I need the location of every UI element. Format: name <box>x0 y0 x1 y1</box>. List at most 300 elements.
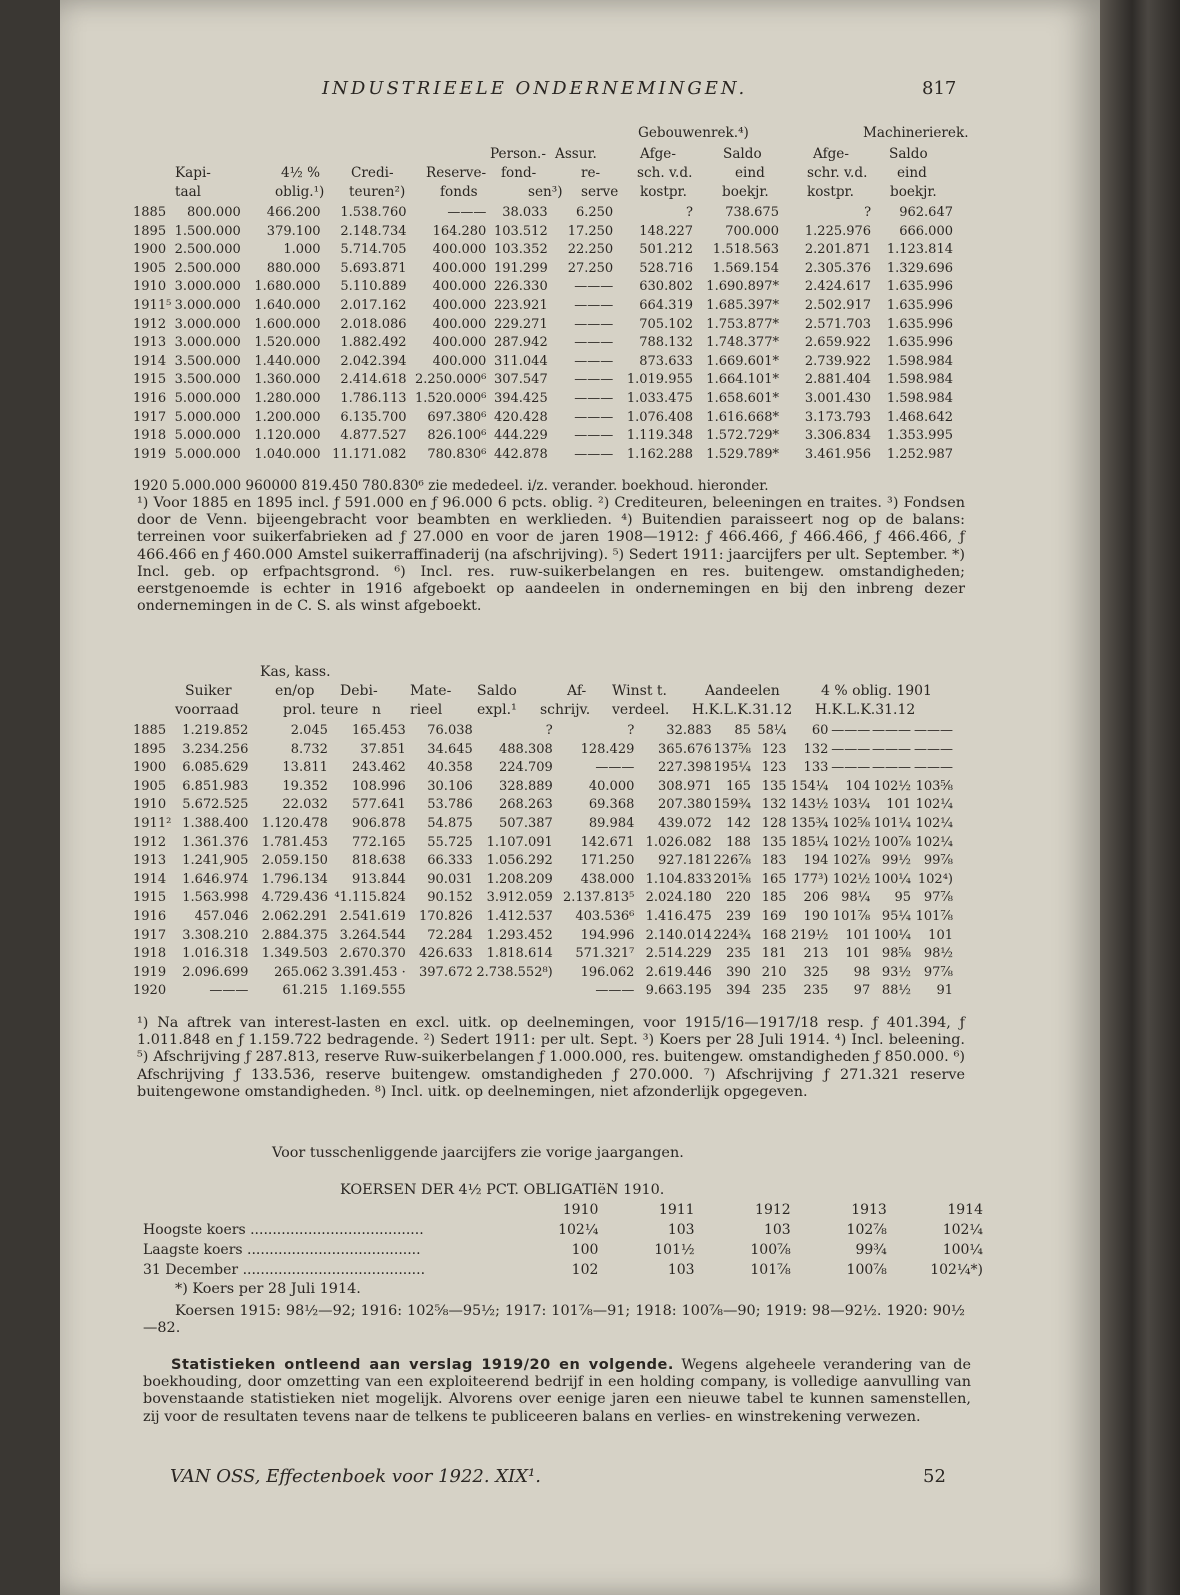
table2-cell: 97 <box>853 983 871 999</box>
table1-cell: 1912 <box>133 316 167 332</box>
table2-cell: 95 <box>894 890 912 906</box>
header-suiker: Suiker <box>185 683 232 699</box>
header-voorraad: voorraad <box>175 702 239 718</box>
table2-row <box>133 852 953 871</box>
table1-row <box>133 278 953 297</box>
table2-cell: 1.219.852 <box>182 723 249 738</box>
table2-cell: 170.826 <box>419 908 473 924</box>
header-reserve: Reserve- <box>426 165 487 181</box>
table2-cell: 132 <box>803 741 829 757</box>
table2-row <box>133 741 953 760</box>
table1-cell: 442.878 <box>493 446 548 462</box>
koersen-value: 103 <box>667 1262 695 1278</box>
table1-cell: 1.640.000 <box>254 297 321 313</box>
table2-cell: 268.263 <box>499 797 553 813</box>
table1-row <box>133 260 953 279</box>
table2-cell: 135¾ <box>790 815 829 831</box>
table2-cell: 181 <box>761 946 787 962</box>
table1-row <box>133 427 953 446</box>
table1-cell: 103.352 <box>493 242 548 258</box>
header-aandeelen: Aandeelen <box>705 683 780 699</box>
table2-cell: 6.851.983 <box>182 778 249 794</box>
table1-cell: 1.019.955 <box>626 372 694 388</box>
table1-cell: 1.569.154 <box>712 260 779 276</box>
table2-cell: 2.096.699 <box>182 964 249 980</box>
table1-cell: 4.877.527 <box>340 428 407 444</box>
header-boekjr: boekjr. <box>722 184 769 200</box>
table1-row-1920: 1920 5.000.000 960000 819.450 780.830⁶ zie mededeel. i/z. verander. boekhoud. hieronder. <box>133 478 769 494</box>
table2-cell: 194 <box>803 853 829 869</box>
table2-cell: 100¼ <box>873 871 912 887</box>
table2-cell: 224.709 <box>499 760 553 776</box>
table1-cell: 1.690.897* <box>706 279 779 295</box>
header-credi: Credi- <box>351 165 394 181</box>
table2-cell: 1.104.833 <box>645 871 712 887</box>
table1-cell: 5.000.000 <box>174 446 241 462</box>
table1-cell: 5.000.000 <box>174 428 241 444</box>
table1-cell: 1905 <box>133 260 167 276</box>
table2-cell: 101 <box>845 927 871 943</box>
table2-cell: 1916 <box>133 908 167 924</box>
table1-cell: 400.000 <box>432 242 487 258</box>
table2-cell: 927.181 <box>658 853 712 869</box>
table1-cell: 6.250 <box>575 205 614 220</box>
table2-cell: 183 <box>761 853 787 869</box>
table2-cell: 101 <box>845 946 871 962</box>
table1-cell: 3.173.793 <box>804 409 872 425</box>
table2-cell: 142 <box>726 815 751 831</box>
koersen-value: 102¼ <box>558 1222 599 1238</box>
table2-cell: ——— <box>831 741 871 757</box>
table1-cell: 1.529.789* <box>706 446 779 462</box>
table2-cell: 185¼ <box>790 834 829 850</box>
table2-cell: 1.818.614 <box>486 946 553 962</box>
table1-cell: ——— <box>447 205 487 220</box>
header-saldo: Saldo <box>723 146 762 162</box>
table2-cell: 577.641 <box>352 797 406 813</box>
table2-cell: 226⅞ <box>713 853 751 869</box>
table2-cell <box>406 982 473 1001</box>
table1-cell: ? <box>864 205 872 220</box>
table2-cell: ——— <box>872 760 912 776</box>
table1-cell: 2.201.871 <box>804 242 872 258</box>
table2-cell: ——— <box>831 723 871 738</box>
header-schrijv: schrijv. <box>540 702 591 718</box>
statistics-text: Wegens algeheele verandering van de boekhouding, door omzetting van een exploiteerend bedrijf in een holding company, is volledige aanvulling van bovenstaande statistieken niet mogelijk. Alvorens over eenige jaren een nieuwe tabel te kunnen samenstellen, zij voor de resultaten tevens naar de telkens te publiceeren balans en verlies- en winstrekening verwezen. <box>143 1357 971 1425</box>
table2-cell: 100⅞ <box>873 834 912 850</box>
table2-cell: 165 <box>726 778 751 794</box>
table2-cell: 507.387 <box>499 815 553 831</box>
table2-row <box>133 722 953 741</box>
koersen-row <box>143 1260 983 1280</box>
table2-cell: 265.062 <box>274 964 328 980</box>
table1-cell: 400.000 <box>432 316 487 332</box>
table1-cell: ——— <box>574 297 614 313</box>
table1-cell: 1.329.696 <box>886 260 953 276</box>
header-eind2: eind <box>897 165 927 181</box>
table2-cell: 1915 <box>133 890 167 906</box>
table2-cell: 1914 <box>133 871 167 887</box>
table2-row <box>133 796 953 815</box>
table1-cell: 400.000 <box>432 279 487 295</box>
table2-cell: 207.380 <box>658 797 712 813</box>
table2-cell: 5.672.525 <box>182 797 249 813</box>
table2-cell: 101⅞ <box>915 908 953 924</box>
table2-cell: 2.670.370 <box>339 946 406 962</box>
table2-cell: 30.106 <box>427 778 473 794</box>
table2-cell: 1.388.400 <box>182 815 249 831</box>
table2-cell: 913.844 <box>352 871 406 887</box>
koersen-label: 31 December ......................................... <box>143 1262 426 1278</box>
table2-cell: ——— <box>209 983 249 999</box>
table1-cell: 1.040.000 <box>254 446 321 462</box>
header-gebouwenrek: Gebouwenrek.⁴) <box>638 125 749 141</box>
table1-cell: 630.802 <box>639 279 694 295</box>
table1-cell: 1913 <box>133 335 167 351</box>
table2-cell: 123 <box>761 741 787 757</box>
header-fonds: fonds <box>440 184 478 200</box>
koersen-label: Laagste koers ....................................... <box>143 1242 421 1258</box>
koersen-value: 100 <box>571 1242 599 1258</box>
table1-cell: 2.739.922 <box>804 353 872 369</box>
table1-cell: 379.100 <box>266 223 321 239</box>
table1-cell: 191.299 <box>493 260 548 276</box>
table2-cell: 90.152 <box>427 890 473 906</box>
table1-cell: 1.119.348 <box>626 428 694 444</box>
table2-cell: 438.000 <box>580 871 635 887</box>
table1-cell: 2.414.618 <box>340 372 407 388</box>
table2-cell <box>473 982 553 1001</box>
header-eind: eind <box>735 165 765 181</box>
table1-cell: 1.033.475 <box>626 390 694 406</box>
table2-cell: 1.026.082 <box>645 834 712 850</box>
table2-cell: 135 <box>761 834 787 850</box>
table1-row <box>133 334 953 353</box>
table2-cell: 72.284 <box>427 927 473 943</box>
table2-cell: 100¼ <box>873 927 912 943</box>
table2-cell: ——— <box>914 741 953 757</box>
table2-cell: 85 <box>734 723 751 738</box>
table1-cell: 1.753.877* <box>706 316 779 332</box>
table1-cell: 705.102 <box>639 316 694 332</box>
table1-cell: ——— <box>574 428 614 444</box>
koersen-footnote: *) Koers per 28 Juli 1914. <box>175 1281 361 1297</box>
table2-cell: 13.811 <box>282 760 328 776</box>
table2-cell: 103¼ <box>832 797 871 813</box>
table2-cell: 1.646.974 <box>182 871 249 887</box>
table1-cell: 5.714.705 <box>340 242 407 258</box>
table2-cell: ——— <box>914 723 953 738</box>
header-oblig1901: 4 % oblig. 1901 <box>821 683 932 699</box>
table2-cell: 1.107.091 <box>486 834 553 850</box>
table2-cell: 227.398 <box>658 760 712 776</box>
table2-cell: 102¼ <box>915 815 953 831</box>
table2-cell: 2.884.375 <box>261 927 328 943</box>
table1-cell: 1.635.996 <box>886 279 953 295</box>
table2-cell: 1.241,905 <box>182 853 249 869</box>
table2-cell: 1.796.134 <box>261 871 328 887</box>
table2-cell: 3.234.256 <box>182 741 249 757</box>
table2-row <box>133 982 953 1001</box>
table1-cell: 2.571.703 <box>804 316 872 332</box>
table1-cell: 22.250 <box>567 242 614 258</box>
table2-cell: 22.032 <box>282 797 328 813</box>
table1-cell: 1.685.397* <box>706 297 779 313</box>
table2-cell: 220 <box>726 890 751 906</box>
table2-row <box>133 945 953 964</box>
koersen-value: 103 <box>667 1222 695 1238</box>
table1-cell: 2.148.734 <box>340 223 407 239</box>
table2-cell: 188 <box>726 834 751 850</box>
koersen-value: 102 <box>571 1262 599 1278</box>
table2-cell: 190 <box>803 908 829 924</box>
table2-cell: 133 <box>803 760 829 776</box>
table2-cell: 394 <box>726 983 751 999</box>
table2-cell: 40.358 <box>427 760 473 776</box>
table1-row <box>133 241 953 260</box>
table1-cell: 287.942 <box>493 335 548 351</box>
table1-cell: 11.171.082 <box>332 446 407 462</box>
table2-cell: ——— <box>831 760 871 776</box>
table1-cell: 3.500.000 <box>174 353 241 369</box>
header-expl: expl.¹ <box>477 702 517 718</box>
table1-cell: 1.748.377* <box>706 335 779 351</box>
table1-footnotes: ¹) Voor 1885 en 1895 incl. ƒ 591.000 en ƒ 96.000 6 pcts. oblig. ²) Crediteuren, beleeningen en traites. ³) Fondsen door de Venn. bijeengebracht voor beambten en werklieden. ⁴) Buitendien paraisseert nog op de balans: terreinen voor suikerfabrieken ad ƒ 27.000 en voor de jaren 1908—1912: ƒ 466.466, ƒ 466.466, ƒ 466.466, ƒ 466.466 en ƒ 460.000 Amstel suikerraffinaderij (na afschrijving). ⁵) Sedert 1911: jaarcijfers per ult. September. *) Incl. geb. op erfpachtsgrond. ⁶) Incl. res. ruw-suikerbelangen en res. buitengew. omstandigheden; eerstgenoemde is echter in 1916 afgeboekt op aandeelen in ondernemingen en bij den inbreng dezer ondernemingen in de C. S. als winst afgeboekt. <box>137 495 965 615</box>
table1-cell: 664.319 <box>639 297 694 313</box>
table1-cell: 2.042.394 <box>340 353 407 369</box>
table2-cell: 390 <box>726 964 751 980</box>
header-rieel: rieel <box>410 702 443 718</box>
table1-cell: 1915 <box>133 372 167 388</box>
table1-cell: 2.659.922 <box>804 335 872 351</box>
table2-cell: 102½ <box>832 834 871 850</box>
table1-cell: 3.000.000 <box>174 316 241 332</box>
table1-cell: 1.664.101* <box>706 372 779 388</box>
table2 <box>133 722 953 1001</box>
header-debi: Debi- <box>340 683 378 699</box>
koersen-later: Koersen 1915: 98½—92; 1916: 102⅝—95½; 1917: 101⅞—91; 1918: 100⅞—90; 1919: 98—92½. 1920: 90½—82. <box>143 1303 965 1337</box>
table1-cell: 5.110.889 <box>340 279 407 295</box>
table2-cell: 154¼ <box>790 778 829 794</box>
table2-cell: ——— <box>595 983 635 999</box>
header-verdeel: verdeel. <box>612 702 670 718</box>
koersen-year: 1913 <box>851 1202 887 1218</box>
table1-cell: 5.000.000 <box>174 390 241 406</box>
koersen-value: 102⅞ <box>846 1222 887 1238</box>
koersen-value: 102¼ <box>942 1222 983 1238</box>
header-saldo-expl: Saldo <box>477 683 517 699</box>
table1-cell: 1.076.408 <box>626 409 694 425</box>
table2-cell: 194.996 <box>580 927 635 943</box>
table1-row <box>133 316 953 335</box>
table2-cell: 1912 <box>133 834 167 850</box>
table2-cell: 102⅞ <box>832 853 871 869</box>
table2-cell: 108.996 <box>352 778 406 794</box>
table1 <box>133 204 953 464</box>
table1-cell: 780.830⁶ <box>427 446 487 462</box>
header-serve: serve <box>581 184 619 200</box>
table1-cell: 2.250.000⁶ <box>414 372 487 388</box>
table2-cell: 1.412.537 <box>486 908 553 924</box>
table1-cell: 1919 <box>133 446 167 462</box>
table2-cell: 1895 <box>133 741 167 757</box>
table2-cell: 101 <box>886 797 912 813</box>
table1-cell: 2.502.917 <box>804 297 872 313</box>
table2-cell: 101⅞ <box>832 908 871 924</box>
table2-cell: 165.453 <box>352 723 406 738</box>
header-oblig: 4½ % <box>281 165 321 181</box>
table2-cell: 165 <box>761 871 787 887</box>
table2-cell: 488.308 <box>499 741 553 757</box>
table1-cell: 738.675 <box>725 205 779 220</box>
table2-cell: ——— <box>872 741 912 757</box>
table2-cell: 93½ <box>881 964 912 980</box>
header-sch: sch. v.d. <box>637 165 693 181</box>
table2-cell: 325 <box>803 964 829 980</box>
table1-row <box>133 204 953 223</box>
table2-cell: 195¼ <box>713 760 751 776</box>
table2-cell: ? <box>627 723 635 738</box>
table1-cell: 1.538.760 <box>340 205 407 220</box>
table2-cell: 1913 <box>133 853 167 869</box>
table1-cell: 466.200 <box>266 205 321 220</box>
table2-cell: 104 <box>845 778 871 794</box>
table1-cell: 5.000.000 <box>174 409 241 425</box>
table1-cell: 164.280 <box>432 223 487 239</box>
book-spine-edge <box>1100 0 1180 1595</box>
table2-cell: 123 <box>761 760 787 776</box>
table2-cell: 54.875 <box>427 815 473 831</box>
table2-cell: 2.738.552⁸) <box>476 964 553 980</box>
header-enop: en/op <box>275 683 315 699</box>
table1-cell: 307.547 <box>493 372 548 388</box>
table2-cell: 1885 <box>133 723 167 738</box>
header-fond: fond- <box>501 165 537 181</box>
table1-cell: 1.635.996 <box>886 316 953 332</box>
table2-cell: 58¼ <box>757 723 787 738</box>
table2-cell: 8.732 <box>290 741 328 757</box>
koersen-row <box>143 1240 983 1260</box>
koersen-value: 102¼*) <box>930 1262 983 1278</box>
statistics-paragraph <box>143 1357 971 1426</box>
table2-cell: 235 <box>726 946 751 962</box>
table1-cell: 3.461.956 <box>804 446 872 462</box>
table2-cell: 171.250 <box>580 853 635 869</box>
table2-cell: 102⁴) <box>917 871 953 887</box>
koersen-value: 100¼ <box>942 1242 983 1258</box>
table1-cell: 1.635.996 <box>886 297 953 313</box>
table2-cell: 142.671 <box>580 834 635 850</box>
table1-cell: 400.000 <box>432 353 487 369</box>
table1-cell: 2.500.000 <box>174 242 241 258</box>
table2-cell: 206 <box>803 890 829 906</box>
table1-cell: 420.428 <box>493 409 548 425</box>
table2-row <box>133 815 953 834</box>
table2-cell: 1910 <box>133 797 167 813</box>
table2-cell: 137⅝ <box>713 741 751 757</box>
table2-cell: 1917 <box>133 927 167 943</box>
table2-cell: 159¾ <box>713 797 751 813</box>
table1-cell: 1.225.976 <box>804 223 872 239</box>
header-sen: sen³) <box>528 184 563 200</box>
table2-cell: 1.016.318 <box>182 946 249 962</box>
table1-cell: 1.200.000 <box>254 409 321 425</box>
table2-cell: ——— <box>595 760 635 776</box>
table2-cell: 177³) <box>793 871 829 887</box>
table2-cell: 102¼ <box>915 834 953 850</box>
table2-cell: 3.308.210 <box>182 927 249 943</box>
table1-cell: 400.000 <box>432 335 487 351</box>
table1-cell: ——— <box>574 390 614 406</box>
table2-row <box>133 834 953 853</box>
table2-cell: 185 <box>761 890 787 906</box>
table2-cell: 235 <box>803 983 829 999</box>
table1-row <box>133 371 953 390</box>
table2-cell: 34.645 <box>427 741 473 757</box>
footer-source: VAN OSS, Effectenboek voor 1922. XIX¹. <box>170 1466 541 1487</box>
table1-cell: 229.271 <box>493 316 548 332</box>
table1-cell: 1.500.000 <box>174 223 241 239</box>
table1-cell: 1914 <box>133 353 167 369</box>
table1-cell: 1918 <box>133 428 167 444</box>
table1-cell: 1.669.601* <box>706 353 779 369</box>
table2-cell: 60 <box>811 723 829 738</box>
table1-cell: 3.306.834 <box>804 428 872 444</box>
table1-cell: 1.252.987 <box>886 446 953 462</box>
table2-cell: 6.085.629 <box>182 760 249 776</box>
table1-cell: 1911⁵ <box>133 297 172 313</box>
header-re: re- <box>581 165 601 181</box>
table2-cell: 213 <box>803 946 829 962</box>
table2-cell: 128 <box>761 815 787 831</box>
table1-cell: 528.716 <box>639 260 694 276</box>
header-afge: Afge- <box>640 146 676 162</box>
statistics-lead: Statistieken ontleend aan verslag 1919/20 en volgende. <box>171 1357 674 1373</box>
table1-cell: 1.353.995 <box>886 428 953 444</box>
table2-cell: 196.062 <box>580 964 635 980</box>
table1-row <box>133 297 953 316</box>
table1-cell: 1.162.288 <box>626 446 694 462</box>
table2-cell: 1.293.452 <box>486 927 553 943</box>
table1-cell: 1900 <box>133 242 167 258</box>
table1-cell: 2.018.086 <box>340 316 407 332</box>
table2-cell: 3.264.544 <box>339 927 406 943</box>
table1-cell: 1.616.668* <box>706 409 779 425</box>
table1-cell: 1.120.000 <box>254 428 321 444</box>
table2-cell: 224¾ <box>713 927 751 943</box>
table1-cell: ——— <box>574 279 614 295</box>
table2-cell: 1.781.453 <box>261 834 328 850</box>
table2-cell: 169 <box>761 908 787 924</box>
table1-cell: 3.000.000 <box>174 297 241 313</box>
table2-cell: 132 <box>761 797 787 813</box>
table1-cell: 2.881.404 <box>804 372 872 388</box>
table1-cell: 394.425 <box>493 390 548 406</box>
table2-cell: 95¼ <box>881 908 912 924</box>
table2-cell: 1.361.376 <box>182 834 249 850</box>
table2-cell: 1911² <box>133 815 172 831</box>
table1-cell: 3.001.430 <box>804 390 872 406</box>
table1-cell: 2.424.617 <box>804 279 872 295</box>
table2-cell: 1.056.292 <box>486 853 553 869</box>
header-kapi: Kapi- <box>175 165 211 181</box>
table1-cell: 1.520.000 <box>254 335 321 351</box>
table2-cell: 772.165 <box>352 834 406 850</box>
table1-cell: 1.598.984 <box>886 372 953 388</box>
table1-cell: 1.572.729* <box>706 428 779 444</box>
koersen-value: 101½ <box>654 1242 695 1258</box>
table2-cell: 1920 <box>133 983 167 999</box>
